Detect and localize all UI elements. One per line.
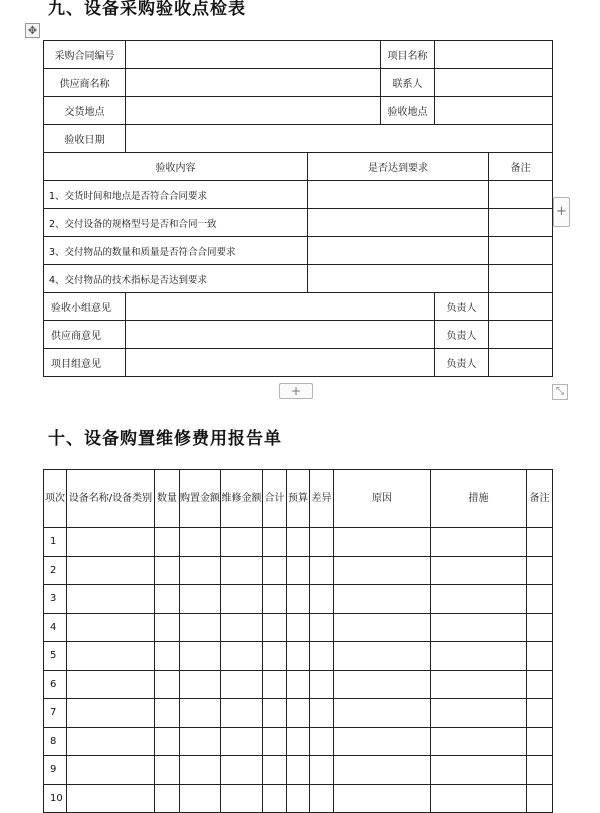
reason-cell[interactable] — [334, 585, 431, 614]
budget-cell[interactable] — [287, 556, 310, 585]
purchase-amount-cell[interactable] — [180, 727, 221, 756]
measure-cell[interactable] — [431, 642, 527, 671]
remark-cell[interactable] — [527, 670, 553, 699]
purchase-amount-cell[interactable] — [180, 585, 221, 614]
table-row — [44, 699, 553, 728]
reason-cell[interactable] — [334, 556, 431, 585]
remark-cell[interactable] — [527, 727, 553, 756]
budget-cell[interactable] — [287, 670, 310, 699]
requirement-text: 2、交付设备的规格型号是否和合同一致 — [44, 209, 308, 237]
project-name-label: 项目名称 — [381, 41, 435, 69]
requirement-meets-cell[interactable] — [308, 265, 489, 293]
reason-cell[interactable] — [334, 727, 431, 756]
purchase-amount-cell[interactable] — [180, 670, 221, 699]
purchase-amount-cell[interactable] — [180, 613, 221, 642]
remark-cell[interactable] — [527, 642, 553, 671]
total-cell[interactable] — [263, 699, 287, 728]
row-number: 8 — [44, 727, 67, 756]
qty-cell[interactable] — [155, 585, 180, 614]
total-cell[interactable] — [263, 642, 287, 671]
contact-value[interactable] — [435, 69, 553, 97]
table-row — [44, 642, 553, 671]
repair-amount-cell[interactable] — [221, 670, 263, 699]
responsible-label: 负责人 — [435, 293, 489, 321]
total-cell[interactable] — [263, 528, 287, 557]
opinion-row — [44, 321, 553, 349]
responsible-value[interactable] — [489, 321, 553, 349]
project-name-value[interactable] — [435, 41, 553, 69]
meets-header: 是否达到要求 — [308, 153, 489, 181]
remark-header: 备注 — [489, 153, 553, 181]
row-number: 1 — [44, 528, 67, 557]
budget-cell[interactable] — [287, 756, 310, 785]
qty-cell[interactable] — [155, 784, 180, 813]
qty-cell[interactable] — [155, 528, 180, 557]
budget-header: 预算 — [287, 470, 310, 528]
total-cell[interactable] — [263, 670, 287, 699]
requirement-remark-cell[interactable] — [489, 265, 553, 293]
measure-cell[interactable] — [431, 756, 527, 785]
remark-cell[interactable] — [527, 613, 553, 642]
reason-cell[interactable] — [334, 670, 431, 699]
opinion-value[interactable] — [126, 321, 435, 349]
total-cell[interactable] — [263, 556, 287, 585]
difference-cell[interactable] — [310, 756, 334, 785]
qty-header: 数量 — [155, 470, 180, 528]
cost-report-table — [43, 469, 553, 813]
cost-header-row — [44, 470, 553, 528]
total-cell[interactable] — [263, 727, 287, 756]
measure-cell[interactable] — [431, 528, 527, 557]
row-number: 6 — [44, 670, 67, 699]
requirement-text: 4、交付物品的技术指标是否达到要求 — [44, 265, 308, 293]
repair-amount-header: 维修金额 — [221, 470, 263, 528]
row-number: 10 — [44, 784, 67, 813]
acceptance-date-value[interactable] — [126, 125, 553, 153]
repair-amount-cell[interactable] — [221, 699, 263, 728]
delivery-place-value[interactable] — [126, 97, 381, 125]
section-9-title: 九、设备采购验收点检表 — [48, 0, 246, 19]
remark-cell[interactable] — [527, 699, 553, 728]
reason-header: 原因 — [334, 470, 431, 528]
purchase-amount-cell[interactable] — [180, 642, 221, 671]
repair-amount-cell[interactable] — [221, 756, 263, 785]
device-cell[interactable] — [67, 585, 155, 614]
difference-cell[interactable] — [310, 670, 334, 699]
repair-amount-cell[interactable] — [221, 613, 263, 642]
opinion-label: 项目组意见 — [44, 349, 126, 377]
purchase-amount-cell[interactable] — [180, 556, 221, 585]
table-row — [44, 528, 553, 557]
remark-cell[interactable] — [527, 585, 553, 614]
row-number: 4 — [44, 613, 67, 642]
measure-cell[interactable] — [431, 784, 527, 813]
difference-cell[interactable] — [310, 528, 334, 557]
requirement-remark-cell[interactable] — [489, 209, 553, 237]
row-number: 5 — [44, 642, 67, 671]
contract-no-value[interactable] — [126, 41, 381, 69]
reason-cell[interactable] — [334, 613, 431, 642]
purchase-amount-header: 购置金额 — [180, 470, 221, 528]
device-cell[interactable] — [67, 727, 155, 756]
purchase-amount-cell[interactable] — [180, 756, 221, 785]
repair-amount-cell[interactable] — [221, 727, 263, 756]
reason-cell[interactable] — [334, 528, 431, 557]
device-header: 设备名称/设备类别 — [67, 470, 155, 528]
budget-cell[interactable] — [287, 613, 310, 642]
delivery-place-label: 交货地点 — [44, 97, 126, 125]
reason-cell[interactable] — [334, 756, 431, 785]
total-cell[interactable] — [263, 613, 287, 642]
row-number: 3 — [44, 585, 67, 614]
info-row — [44, 97, 553, 125]
measure-header: 措施 — [431, 470, 527, 528]
responsible-label: 负责人 — [435, 349, 489, 377]
requirement-row — [44, 209, 553, 237]
purchase-amount-cell[interactable] — [180, 528, 221, 557]
total-header: 合计 — [263, 470, 287, 528]
checklist-header-row — [44, 153, 553, 181]
device-cell[interactable] — [67, 613, 155, 642]
measure-cell[interactable] — [431, 727, 527, 756]
acceptance-place-label: 验收地点 — [381, 97, 435, 125]
info-row — [44, 69, 553, 97]
difference-cell[interactable] — [310, 727, 334, 756]
qty-cell[interactable] — [155, 727, 180, 756]
total-cell[interactable] — [263, 585, 287, 614]
remark-cell[interactable] — [527, 784, 553, 813]
repair-amount-cell[interactable] — [221, 642, 263, 671]
responsible-value[interactable] — [489, 293, 553, 321]
budget-cell[interactable] — [287, 528, 310, 557]
table-move-handle-icon[interactable]: ✥ — [25, 23, 40, 38]
contract-no-label: 采购合同编号 — [44, 41, 126, 69]
table-row — [44, 727, 553, 756]
requirement-meets-cell[interactable] — [308, 237, 489, 265]
device-cell[interactable] — [67, 528, 155, 557]
acceptance-place-value[interactable] — [435, 97, 553, 125]
requirement-text: 3、交付物品的数量和质量是否符合合同要求 — [44, 237, 308, 265]
reason-cell[interactable] — [334, 699, 431, 728]
requirement-meets-cell[interactable] — [308, 181, 489, 209]
qty-cell[interactable] — [155, 613, 180, 642]
opinion-row — [44, 293, 553, 321]
section-10-title: 十、设备购置维修费用报告单 — [48, 429, 282, 449]
item-no-header: 项次 — [44, 470, 67, 528]
remark-header: 备注 — [527, 470, 553, 528]
budget-cell[interactable] — [287, 784, 310, 813]
qty-cell[interactable] — [155, 756, 180, 785]
purchase-amount-cell[interactable] — [180, 784, 221, 813]
device-cell[interactable] — [67, 699, 155, 728]
content-header: 验收内容 — [44, 153, 308, 181]
opinion-row — [44, 349, 553, 377]
device-cell[interactable] — [67, 756, 155, 785]
difference-cell[interactable] — [310, 585, 334, 614]
info-row — [44, 41, 553, 69]
supplier-name-label: 供应商名称 — [44, 69, 126, 97]
table-resize-handle-icon[interactable]: ⤡ — [552, 384, 568, 400]
measure-cell[interactable] — [431, 613, 527, 642]
measure-cell[interactable] — [431, 585, 527, 614]
budget-cell[interactable] — [287, 727, 310, 756]
opinion-label: 验收小组意见 — [44, 293, 126, 321]
difference-cell[interactable] — [310, 556, 334, 585]
requirement-row — [44, 265, 553, 293]
requirement-remark-cell[interactable] — [489, 237, 553, 265]
repair-amount-cell[interactable] — [221, 556, 263, 585]
difference-cell[interactable] — [310, 642, 334, 671]
budget-cell[interactable] — [287, 699, 310, 728]
difference-cell[interactable] — [310, 699, 334, 728]
table-row — [44, 556, 553, 585]
qty-cell[interactable] — [155, 670, 180, 699]
total-cell[interactable] — [263, 784, 287, 813]
device-cell[interactable] — [67, 670, 155, 699]
measure-cell[interactable] — [431, 699, 527, 728]
device-cell[interactable] — [67, 784, 155, 813]
repair-amount-cell[interactable] — [221, 585, 263, 614]
requirement-meets-cell[interactable] — [308, 209, 489, 237]
table-row — [44, 613, 553, 642]
reason-cell[interactable] — [334, 784, 431, 813]
acceptance-date-label: 验收日期 — [44, 125, 126, 153]
opinion-value[interactable] — [126, 349, 435, 377]
remark-cell[interactable] — [527, 528, 553, 557]
remark-cell[interactable] — [527, 556, 553, 585]
requirement-row — [44, 237, 553, 265]
row-number: 7 — [44, 699, 67, 728]
requirement-remark-cell[interactable] — [489, 181, 553, 209]
table-row — [44, 784, 553, 813]
opinion-label: 供应商意见 — [44, 321, 126, 349]
supplier-name-value[interactable] — [126, 69, 381, 97]
table-row — [44, 670, 553, 699]
cost-report-body — [44, 528, 553, 813]
difference-header: 差异 — [310, 470, 334, 528]
opinion-value[interactable] — [126, 293, 435, 321]
budget-cell[interactable] — [287, 585, 310, 614]
qty-cell[interactable] — [155, 699, 180, 728]
row-number: 9 — [44, 756, 67, 785]
purchase-amount-cell[interactable] — [180, 699, 221, 728]
table-row — [44, 585, 553, 614]
budget-cell[interactable] — [287, 642, 310, 671]
difference-cell[interactable] — [310, 613, 334, 642]
requirement-text: 1、交货时间和地点是否符合合同要求 — [44, 181, 308, 209]
device-cell[interactable] — [67, 642, 155, 671]
measure-cell[interactable] — [431, 556, 527, 585]
info-row — [44, 125, 553, 153]
repair-amount-cell[interactable] — [221, 528, 263, 557]
responsible-value[interactable] — [489, 349, 553, 377]
row-number: 2 — [44, 556, 67, 585]
add-column-button[interactable]: + — [553, 197, 570, 227]
responsible-label: 负责人 — [435, 321, 489, 349]
table-row — [44, 756, 553, 785]
remark-cell[interactable] — [527, 756, 553, 785]
reason-cell[interactable] — [334, 642, 431, 671]
qty-cell[interactable] — [155, 642, 180, 671]
repair-amount-cell[interactable] — [221, 784, 263, 813]
acceptance-checklist-table — [43, 40, 553, 377]
contact-label: 联系人 — [381, 69, 435, 97]
qty-cell[interactable] — [155, 556, 180, 585]
difference-cell[interactable] — [310, 784, 334, 813]
add-row-button[interactable]: + — [279, 383, 313, 399]
total-cell[interactable] — [263, 756, 287, 785]
device-cell[interactable] — [67, 556, 155, 585]
requirement-row — [44, 181, 553, 209]
measure-cell[interactable] — [431, 670, 527, 699]
